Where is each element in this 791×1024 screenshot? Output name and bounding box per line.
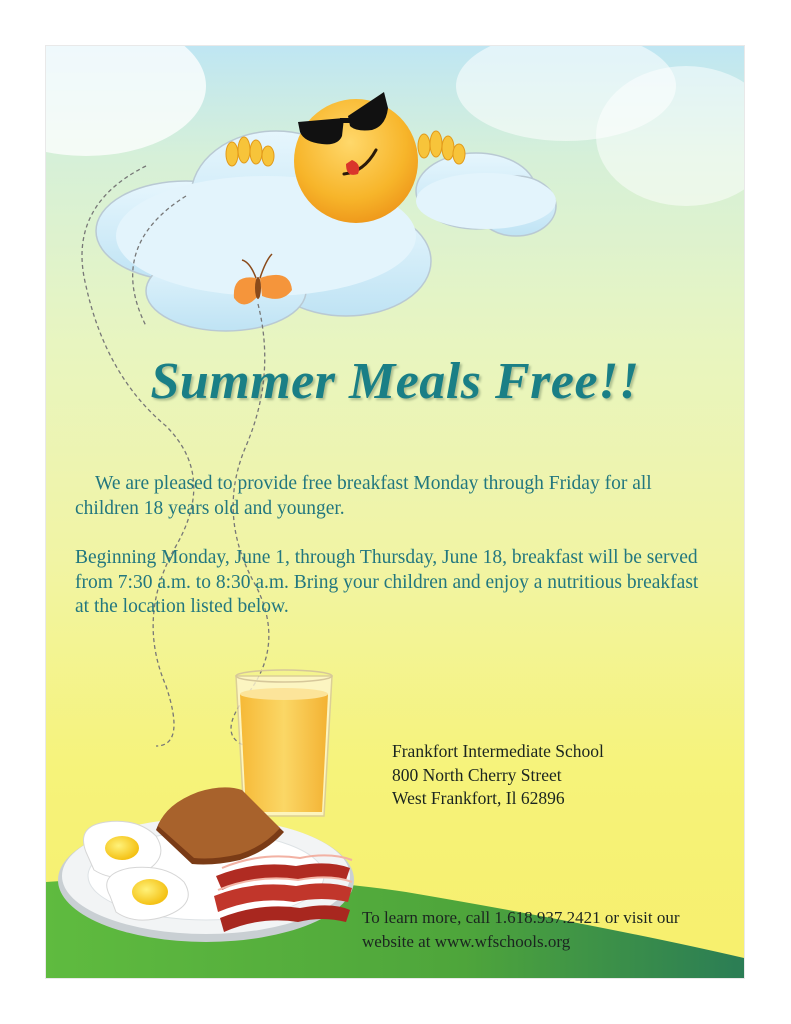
- school-city: West Frankfort, Il 62896: [392, 788, 565, 808]
- flyer-page: [46, 46, 744, 978]
- contact-info: To learn more, call 1.618.937.2421 or visit our website at www.wfschools.org: [362, 908, 680, 951]
- orange-juice-glass-illustration: [236, 670, 332, 816]
- school-name: Frankfort Intermediate School: [392, 741, 604, 761]
- flyer-title: Summer Meals Free!!: [150, 353, 640, 410]
- schedule-paragraph: Beginning Monday, June 1, through Thursday, June 18, breakfast will be served from 7:30 a.m. to 8:30 a.m. Bring your children and enjoy a nutritious breakfast at the location listed below.: [75, 547, 699, 617]
- school-address: [392, 740, 604, 811]
- school-street: 800 North Cherry Street: [392, 764, 562, 785]
- intro-paragraph: We are pleased to provide free breakfast Monday through Friday for all children 18 years old and younger.: [75, 473, 652, 519]
